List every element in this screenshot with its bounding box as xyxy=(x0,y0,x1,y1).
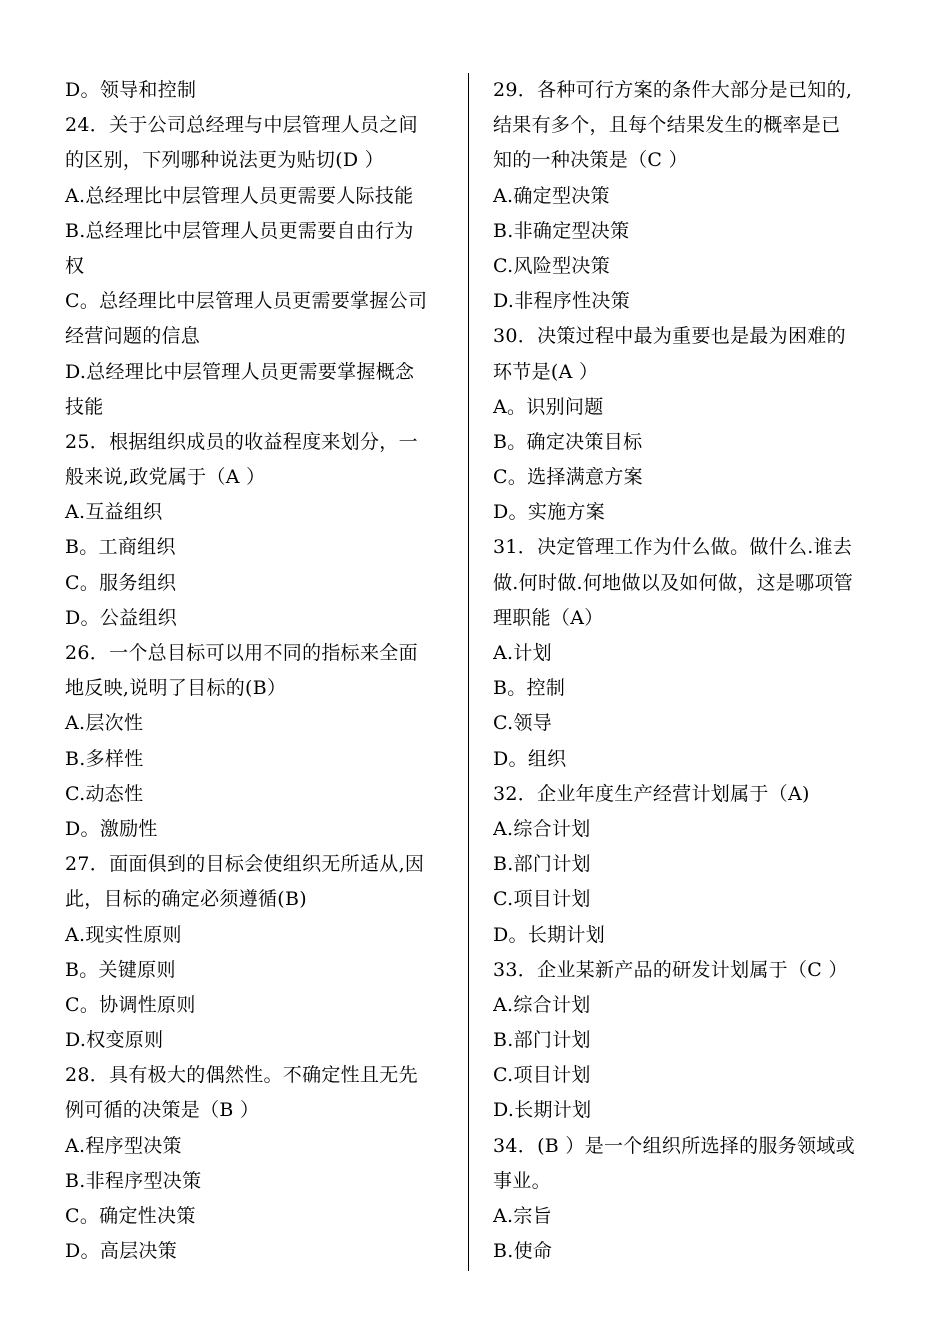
text-line: 25．根据组织成员的收益程度来划分，一 xyxy=(65,430,418,453)
text-line: A。识别问题 xyxy=(493,395,604,418)
text-line: 例可循的决策是（B ） xyxy=(65,1099,260,1122)
text-line: C。总经理比中层管理人员更需要掌握公司 xyxy=(65,290,428,313)
text-line: D.权变原则 xyxy=(65,1029,164,1052)
text-line: A.确定型决策 xyxy=(493,184,610,207)
text-line: D.总经理比中层管理人员更需要掌握概念 xyxy=(65,360,415,383)
text-line: D。公益组织 xyxy=(65,606,178,629)
text-line: B。确定决策目标 xyxy=(493,430,643,453)
text-line: 33．企业某新产品的研发计划属于（C ） xyxy=(493,958,848,981)
text-line: D。实施方案 xyxy=(493,501,606,524)
text-line: 26．一个总目标可以用不同的指标来全面 xyxy=(65,642,418,664)
text-line: A.现实性原则 xyxy=(65,923,182,946)
text-line: B.非程序型决策 xyxy=(65,1169,202,1192)
text-line: 的区别，下列哪种说法更为贴切(D ） xyxy=(65,149,385,172)
text-line: A.层次性 xyxy=(65,712,144,735)
text-line: 权 xyxy=(65,254,85,277)
text-line: C.动态性 xyxy=(65,782,144,805)
text-line: B。工商组织 xyxy=(65,536,176,559)
text-line: 结果有多个，且每个结果发生的概率是已 xyxy=(493,114,841,137)
text-line: 31．决定管理工作为什么做。做什么.谁去 xyxy=(493,536,853,559)
text-line: A.总经理比中层管理人员更需要人际技能 xyxy=(65,184,414,207)
text-line: D。高层决策 xyxy=(65,1240,178,1263)
text-line: C.项目计划 xyxy=(493,888,591,911)
text-line: 知的一种决策是（C ） xyxy=(493,149,688,172)
text-line: C.风险型决策 xyxy=(493,254,611,277)
text-line: A.综合计划 xyxy=(493,993,591,1016)
text-line: A.宗旨 xyxy=(493,1205,552,1227)
text-line: C.项目计划 xyxy=(493,1064,591,1087)
text-line: B。控制 xyxy=(493,677,566,700)
text-line: 28．具有极大的偶然性。不确定性且无先 xyxy=(65,1064,418,1087)
text-line: 事业。 xyxy=(493,1169,551,1192)
text-line: A.程序型决策 xyxy=(65,1134,182,1157)
text-line: B。关键原则 xyxy=(65,958,176,981)
text-line: D。激励性 xyxy=(65,817,158,840)
text-line: 此，目标的确定必须遵循(B) xyxy=(65,888,307,911)
column-divider xyxy=(468,73,469,1271)
text-line: C。确定性决策 xyxy=(65,1205,196,1227)
left-column xyxy=(65,73,450,1269)
text-line: D.长期计划 xyxy=(493,1099,592,1122)
text-line: 32．企业年度生产经营计划属于（A) xyxy=(493,782,810,805)
text-line: C.领导 xyxy=(493,712,553,735)
text-line: 34．(B ）是一个组织所选择的服务领域或 xyxy=(493,1134,855,1157)
text-line: 理职能（A） xyxy=(493,606,604,629)
right-column xyxy=(493,73,878,1269)
text-line: B.部门计划 xyxy=(493,1029,591,1052)
text-line: 27．面面俱到的目标会使组织无所适从,因 xyxy=(65,853,425,876)
text-line: D。组织 xyxy=(493,747,567,770)
text-line: 环节是(A ） xyxy=(493,360,599,383)
text-line: 般来说,政党属于（A ） xyxy=(65,466,266,489)
text-line: 29．各种可行方案的条件大部分是已知的, xyxy=(493,79,853,101)
text-line: 经营问题的信息 xyxy=(65,325,201,348)
text-line: A.计划 xyxy=(493,642,552,664)
text-line: A.综合计划 xyxy=(493,817,591,840)
text-line: C。服务组织 xyxy=(65,571,177,594)
text-line: 做.何时做.何地做以及如何做，这是哪项管 xyxy=(493,571,854,594)
text-line: C。协调性原则 xyxy=(65,993,196,1016)
text-line: B.多样性 xyxy=(65,747,144,770)
text-line: B.总经理比中层管理人员更需要自由行为 xyxy=(65,219,414,242)
text-line: B.使命 xyxy=(493,1240,553,1263)
text-line: B.部门计划 xyxy=(493,853,591,876)
text-line: B.非确定型决策 xyxy=(493,219,630,242)
text-line: D.非程序性决策 xyxy=(493,290,630,313)
text-line: A.互益组织 xyxy=(65,501,163,524)
text-line: 技能 xyxy=(65,395,104,418)
text-line: 地反映,说明了目标的(B） xyxy=(65,677,287,700)
text-line: D。领导和控制 xyxy=(65,79,197,101)
text-line: 24．关于公司总经理与中层管理人员之间 xyxy=(65,114,418,137)
text-line: 30．决策过程中最为重要也是最为困难的 xyxy=(493,325,846,348)
text-line: C。选择满意方案 xyxy=(493,466,643,489)
text-line: D。长期计划 xyxy=(493,923,606,946)
